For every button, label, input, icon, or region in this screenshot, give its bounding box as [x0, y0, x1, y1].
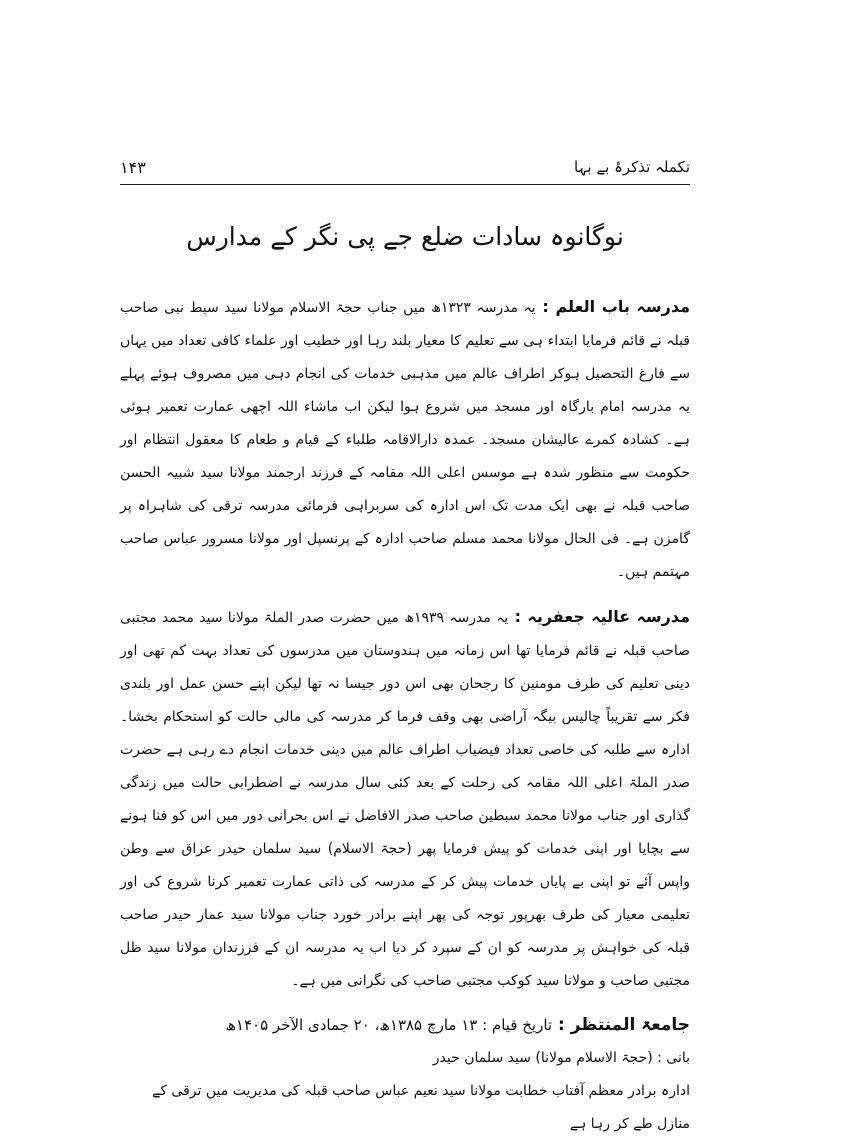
founding-date: تاریخ قیام : ۱۳ مارچ ۱۳۸۵ھ، ۲۰ جمادی الآخر ۱۴۰۵ھ [225, 1016, 553, 1034]
running-head [120, 158, 690, 182]
jamia-note: ادارہ برادر معظم آفتاب خطابت مولانا سید نعیم عباس صاحب قبلہ کی مدیریت میں ترقی کے منازل طے کر رہا ہے [152, 1083, 690, 1132]
section-heading: مدرسہ عالیہ جعفریہ : [508, 607, 690, 626]
paragraph-text: یہ مدرسہ ۱۹۳۹ھ میں حضرت صدر الملۃ مولانا سید محمد مجتبی صاحب قبلہ نے قائم فرمایا تھا اس زمانہ میں ہندوستان میں مدرسوں کی تعداد بہت کم تھی اور دینی تعلیم کی طرف مومنین کا رجحان بھی اس دور جیسا نہ تھا لیکن اپنے حسن عمل اور بلندی فکر سے تقریباً چالیس بیگہ آراضی بھی وقف فرما کر مدرسہ کی مالی حالت کو استحکام بخشا۔ ادارہ سے طلبہ کی خاصی تعداد فیضیاب اطراف عالم میں دینی خدمات انجام دے رہی ہے حضرت صدر الملۃ اعلی اللہ مقامہ کی رحلت کے بعد کئی سال مدرسہ نے اضطرابی حالت میں زندگی گذاری اور جناب مولانا محمد سبطین صاحب صدر الافاضل نے اس بحرانی دور میں اس کو فنا ہونے سے بچایا اور اپنی خدمات کو پیش فرمایا پھر (حجۃ الاسلام) سید سلمان حیدر عراق سے وطن واپس آئے تو اپنی بے پایاں خدمات پیش کر کے مدرسہ کی ذاتی عمارت تعمیر کرنا شروع کی اور تعلیمی معیار کی طرف بھرپور توجہ کی پھر اپنے برادر خورد جناب مولانا سید عمار حیدر صاحب قبلہ کی خواہش پر مدرسہ کو ان کے سپرد کر دیا اب یہ مدرسہ ان کے فرزندان مولانا سید ظل مجتبی صاحب و مولانا سید کوکب مجتبی صاحب کی نگرانی میں ہے۔ [120, 610, 690, 989]
paragraph-text: یہ مدرسہ ۱۳۲۳ھ میں جناب حجۃ الاسلام مولانا سید سبط نبی صاحب قبلہ نے قائم فرمایا ابتداء ہی سے تعلیم کا معیار بلند رہا اور خطیب اور علماء کافی تعداد میں یہاں سے فارغ التحصیل ہوکر اطراف عالم میں مذہبی خدمات کی انجام دہی میں مصروف ہوئے پہلے یہ مدرسہ امام بارگاہ اور مسجد میں شروع ہوا لیکن اب ماشاء اللہ اچھی عمارت تعمیر ہوئی ہے۔ کشادہ کمرے عالیشان مسجد۔ عمدہ دارالاقامہ طلباء کے قیام و طعام کا معقول انتظام اور حکومت سے منظور شدہ ہے موسس اعلی اللہ مقامہ کے فرزند ارجمند مولانا سید شبیہ الحسن صاحب قبلہ نے بھی ایک مدت تک اس ادارہ کی سربراہی فرمائی مدرسہ ترقی کی شاہراہ پر گامزن ہے۔ فی الحال مولانا محمد مسلم صاحب ادارہ کے پرنسپل اور مولانا مسرور عباس صاحب مہتمم ہیں۔ [120, 300, 690, 580]
paragraph-aliya-jafariya [120, 600, 690, 998]
header-rule [120, 184, 690, 185]
section-heading: جامعۃ المنتظر : [552, 1015, 690, 1035]
page-title: نوگانوہ سادات ضلع جے پی نگر کے مدارس [186, 222, 624, 251]
section-heading: مدرسہ باب العلم : [535, 297, 691, 316]
founder-line: بانی : (حجۃ الاسلام مولانا) سید سلمان حیدر [432, 1050, 690, 1066]
book-title: تکملہ تذکرۂ بے بہا [574, 158, 690, 176]
jamia-heading-line [120, 1009, 690, 1042]
paragraph-bab-ul-ilm [120, 290, 690, 589]
page-number: ۱۴۳ [120, 158, 146, 177]
body-text [120, 290, 690, 1141]
